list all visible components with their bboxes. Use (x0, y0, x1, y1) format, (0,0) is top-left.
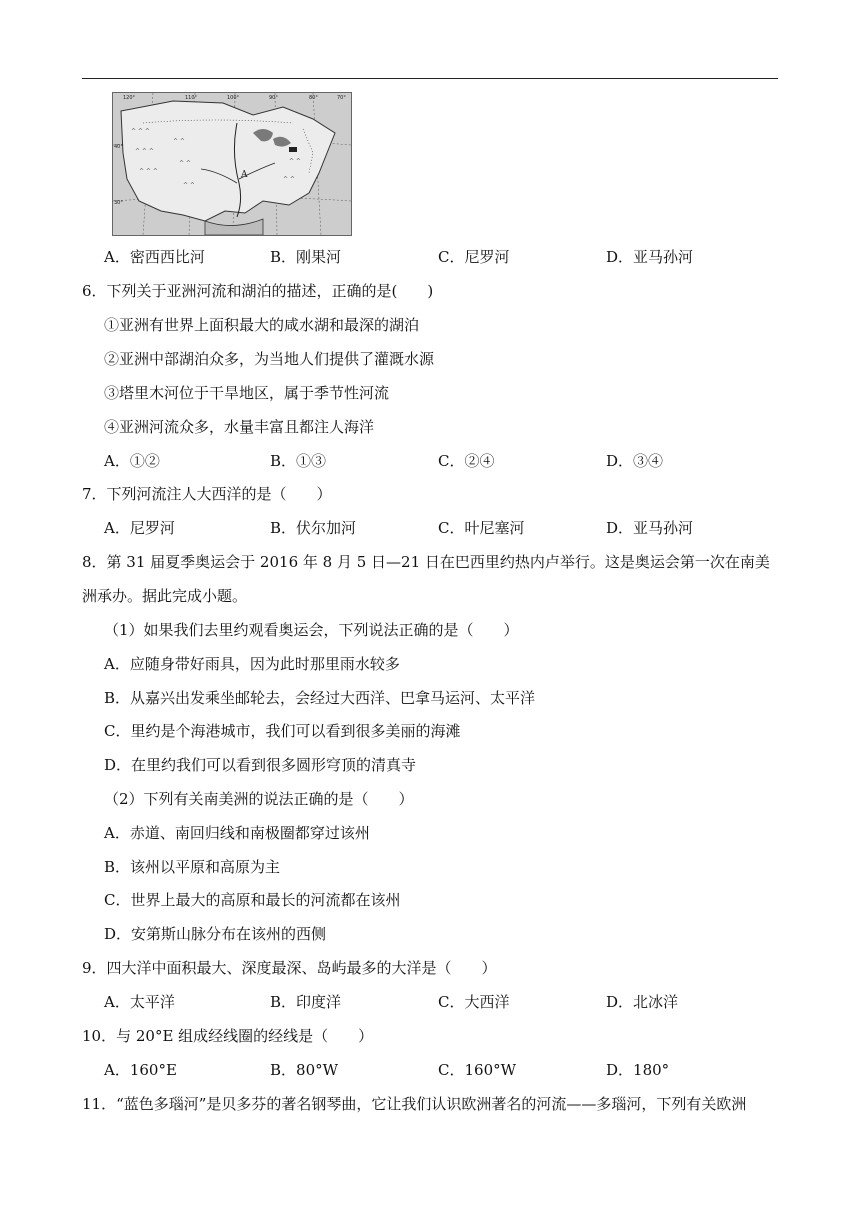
svg-text:^ ^: ^ ^ (183, 182, 195, 189)
map-lon-label: 100° (227, 95, 240, 101)
map-lon-label: 80° (309, 95, 318, 101)
q7-option-b: B．伏尔加河 (270, 519, 357, 537)
q9-option-d: D．北冰洋 (606, 993, 679, 1011)
q8-sub1-option-b: B．从嘉兴出发乘坐邮轮去，会经过大西洋、巴拿马运河、太平洋 (104, 689, 536, 707)
q5-option-b: B．刚果河 (270, 248, 342, 266)
q8-sub1-option-a: A．应随身带好雨具，因为此时那里雨水较多 (104, 655, 400, 673)
q6-item: ①亚洲有世界上面积最大的咸水湖和最深的湖泊 (104, 316, 420, 334)
q9-stem: 9．四大洋中面积最大、深度最深、岛屿最多的大洋是（ ） (82, 959, 497, 977)
q6-item: ④亚洲河流众多，水量丰富且都注人海洋 (104, 418, 375, 436)
q9-option-c: C．大西洋 (438, 993, 510, 1011)
svg-text:^ ^: ^ ^ (173, 138, 185, 145)
q5-option-d: D．亚马孙河 (606, 248, 694, 266)
q8-sub1-option-d: D．在里约我们可以看到很多圆形穹顶的清真寺 (104, 756, 417, 774)
q7-option-c: C．叶尼塞河 (438, 519, 525, 537)
q8-sub2-option-c: C．世界上最大的高原和最长的河流都在该州 (104, 891, 401, 909)
q10-option-a: A．160°E (104, 1061, 177, 1079)
map-lon-label: 110° (185, 95, 198, 101)
q10-option-d: D．180° (606, 1061, 670, 1079)
map-lon-label: 120° (123, 95, 136, 101)
map-lon-label: 70° (337, 95, 346, 101)
q8-sub1-stem: （1）如果我们去里约观看奥运会，下列说法正确的是（ ） (104, 621, 519, 639)
q7-option-d: D．亚马孙河 (606, 519, 694, 537)
q6-item: ②亚洲中部湖泊众多，为当地人们提供了灌溉水源 (104, 350, 435, 368)
map-point-label: A (241, 170, 248, 180)
q10-option-c: C．160°W (438, 1061, 517, 1079)
q8-sub2-option-d: D．安第斯山脉分布在该州的西侧 (104, 925, 327, 943)
q9-option-a: A．太平洋 (104, 993, 175, 1011)
q6-option-c: C．②④ (438, 452, 495, 470)
q6-option-d: D．③④ (606, 452, 664, 470)
q8-sub2-option-a: A．赤道、南回归线和南极圈都穿过该州 (104, 824, 370, 842)
map-lat-label: 40° (114, 144, 123, 150)
q7-option-a: A．尼罗河 (104, 519, 175, 537)
svg-text:^ ^ ^: ^ ^ ^ (135, 148, 154, 155)
q8-stem-line2: 洲承办。据此完成小题。 (82, 587, 248, 605)
q6-item: ③塔里木河位于干旱地区，属于季节性河流 (104, 384, 390, 402)
svg-text:^ ^: ^ ^ (179, 160, 191, 167)
north-america-map-figure (112, 92, 352, 236)
svg-text:^ ^ ^: ^ ^ ^ (139, 168, 158, 175)
map-lat-label: 30° (114, 200, 123, 206)
q6-option-b: B．①③ (270, 452, 327, 470)
header-rule (82, 78, 778, 79)
map-lon-label: 90° (269, 95, 278, 101)
q5-option-a: A．密西西比河 (104, 248, 205, 266)
q8-stem-line1: 8．第 31 届夏季奥运会于 2016 年 8 月 5 日—21 日在巴西里约热内卢举行。这是奥运会第一次在南美 (82, 553, 770, 571)
q5-option-c: C．尼罗河 (438, 248, 510, 266)
q9-option-b: B．印度洋 (270, 993, 342, 1011)
q8-sub2-stem: （2）下列有关南美洲的说法正确的是（ ） (104, 790, 414, 808)
q10-option-b: B．80°W (270, 1061, 339, 1079)
svg-text:^ ^: ^ ^ (289, 158, 301, 165)
q11-stem: 11．“蓝色多瑙河”是贝多芬的著名钢琴曲，它让我们认识欧洲著名的河流——多瑙河，下列有关欧洲 (82, 1095, 747, 1113)
svg-text:^ ^: ^ ^ (283, 176, 295, 183)
q7-stem: 7．下列河流注人大西洋的是（ ） (82, 485, 332, 503)
q10-stem: 10．与 20°E 组成经线圈的经线是（ ） (82, 1027, 374, 1045)
q6-option-a: A．①② (104, 452, 160, 470)
q6-stem: 6．下列关于亚洲河流和湖泊的描述，正确的是( ) (82, 282, 434, 300)
q8-sub1-option-c: C．里约是个海港城市，我们可以看到很多美丽的海滩 (104, 722, 461, 740)
map-image (113, 93, 351, 235)
svg-text:^ ^ ^: ^ ^ ^ (131, 128, 150, 135)
q8-sub2-option-b: B．该州以平原和高原为主 (104, 858, 281, 876)
